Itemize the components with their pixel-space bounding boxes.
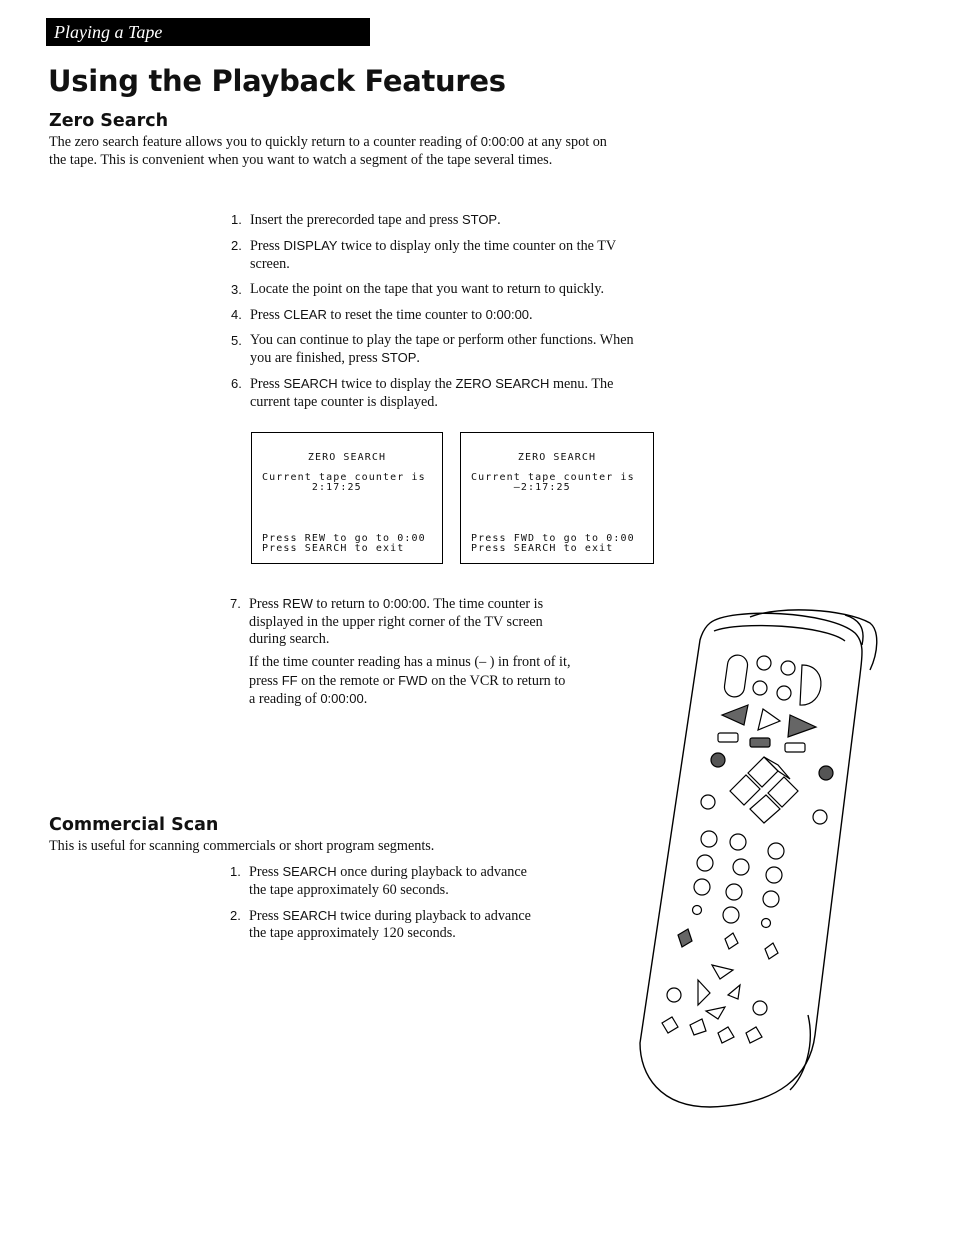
tv-screen-rew [251,432,443,564]
list-item: 2. Press DISPLAY twice to display only the time counter on the TV screen. [231,238,616,272]
zero-search-step-7 [230,595,575,656]
step-7-note: If the time counter reading has a minus (– ) in front of it, press FF on the remote or FWD on the VCR to return to a reading of 0:00:00. [249,654,571,707]
section-header-label: Playing a Tape [54,22,163,42]
commercial-scan-heading: Commercial Scan [49,815,219,835]
list-item: 1. Insert the prerecorded tape and press STOP. [231,212,501,228]
screen-line: Press SEARCH to exit [262,543,405,554]
screen-title: ZERO SEARCH [307,452,387,463]
screen-title: ZERO SEARCH [517,452,597,463]
screen-counter: –2:17:25 [471,482,571,493]
zero-search-heading: Zero Search [49,111,169,131]
page-title: Using the Playback Features [48,64,506,98]
list-item: 2. Press SEARCH twice during playback to advance the tape approximately 120 seconds. [230,907,531,941]
list-item: 6. Press SEARCH twice to display the ZERO SEARCH menu. The current tape counter is displayed. [231,376,614,410]
list-item: 5. You can continue to play the tape or perform other functions. When you are finished, press STOP. [231,331,634,366]
commercial-scan-steps [230,863,535,950]
list-item: 1. Press SEARCH once during playback to advance the tape approximately 60 seconds. [230,864,527,898]
screen-line: Press SEARCH to exit [471,543,614,554]
list-item: 3. Locate the point on the tape that you want to return to quickly. [231,280,605,297]
screen-line: Current tape counter is [471,472,635,483]
screen-line: Press FWD to go to 0:00 [471,533,635,544]
list-item: 7. Press REW to return to 0:00:00. The time counter is displayed in the upper right corner of the TV screen during search. [230,596,544,647]
tv-screen-fwd [460,432,654,564]
screen-line: Press REW to go to 0:00 [262,533,426,544]
screen-line: Current tape counter is [262,472,426,483]
section-header-bar [46,18,370,46]
remote-control-icon [630,595,890,1115]
commercial-scan-intro: This is useful for scanning commercials or short program segments. [49,838,435,854]
list-item: 4. Press CLEAR to reset the time counter to 0:00:00. [231,306,533,323]
screen-counter: 2:17:25 [262,482,362,493]
zero-search-intro: The zero search feature allows you to quickly return to a counter reading of 0:00:00 at any spot on the tape. This is convenient when you want to watch a segment of the tape several times. [49,134,607,168]
zero-search-steps [231,211,656,419]
